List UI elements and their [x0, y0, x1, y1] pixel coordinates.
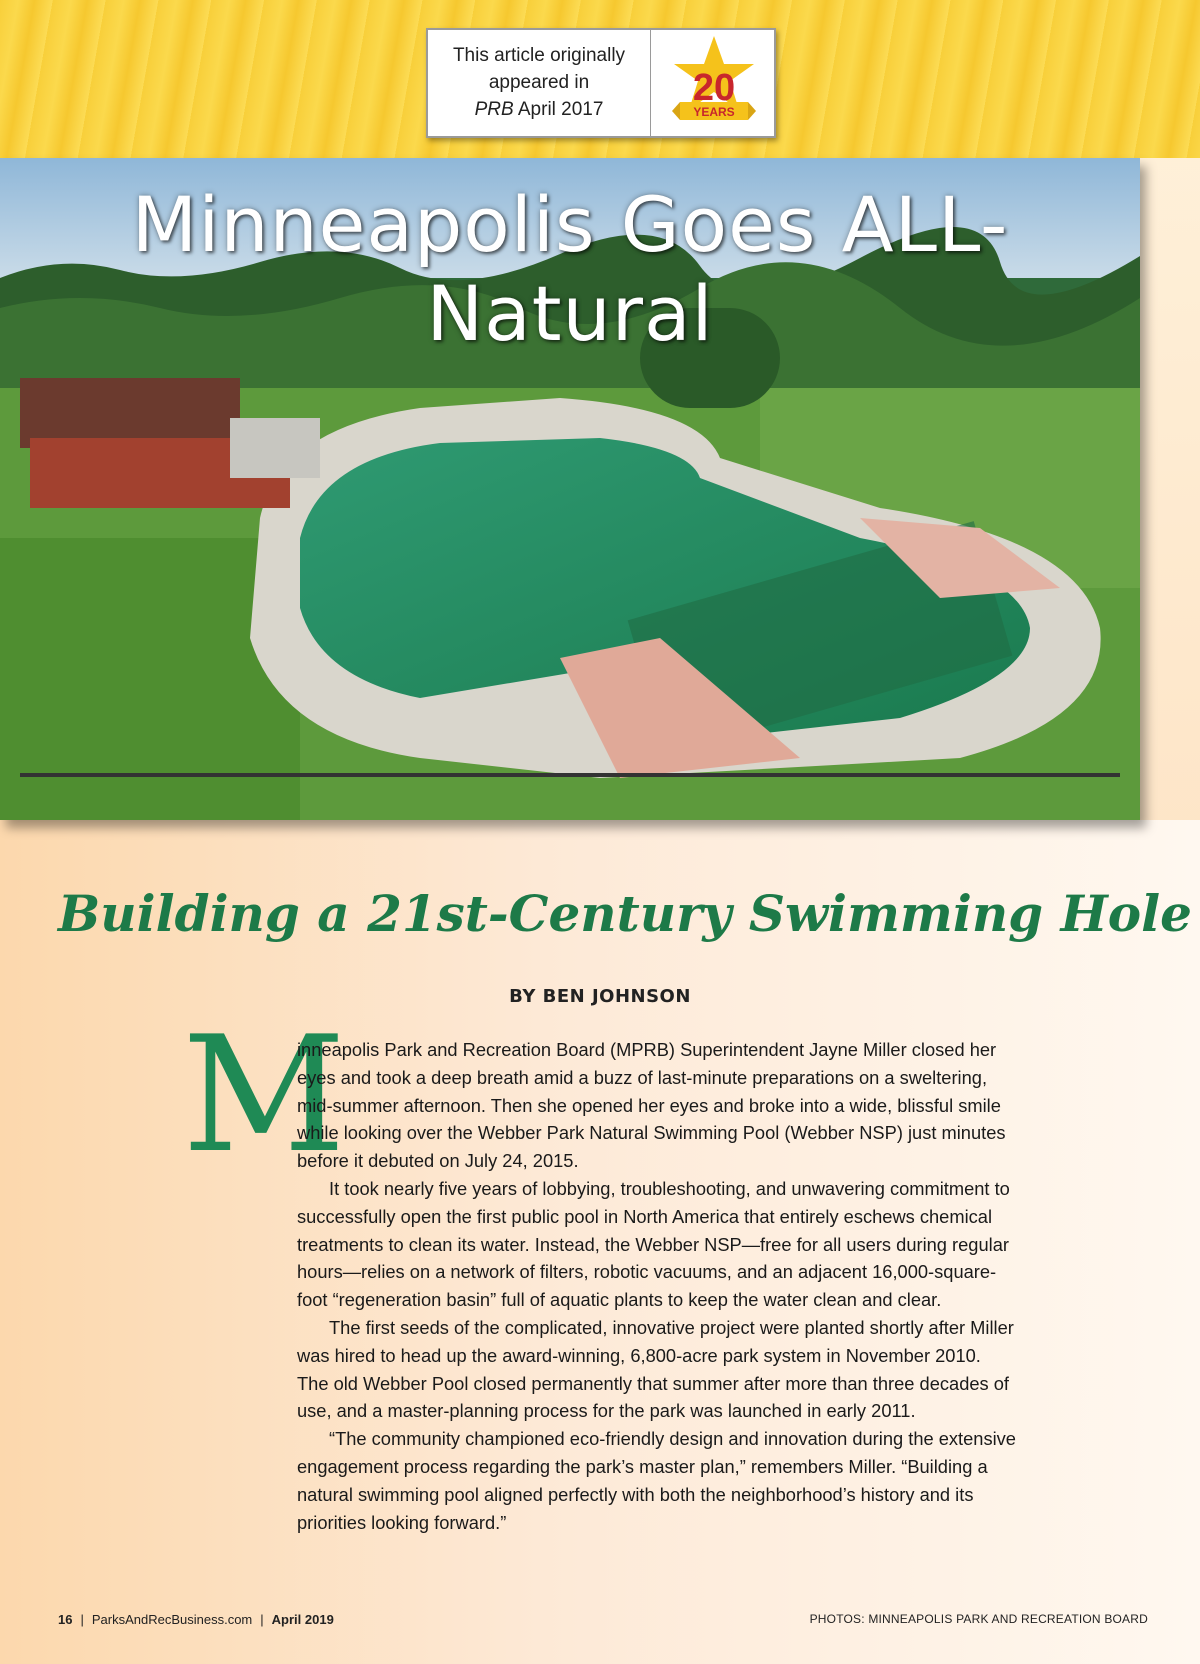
fence-line: [20, 773, 1120, 777]
hero-title: Minneapolis Goes ALL-Natural: [131, 180, 1009, 358]
paragraph-1: inneapolis Park and Recreation Board (MPRB) Superintendent Jayne Miller closed her eyes and took a deep breath amid a buzz of last-minute preparations on a sweltering, mid-summer afternoon. Then she opened her eyes and broke into a wide, blissful smile while looking over the Webber Park Natural Swimming Pool (Webber NSP) just minutes before it debuted on July 24, 2015.: [297, 1039, 1006, 1172]
reprint-line2: appeared in: [488, 72, 590, 93]
logo-label: YEARS: [693, 105, 735, 119]
paragraph-4: “The community championed eco-friendly design and innovation during the extensive engagement process regarding the park’s master plan,” remembers Miller. “Building a natural swimming pool aligned perfectly with both the neighborhood’s history and its priorities looking forward.”: [297, 1428, 1016, 1533]
reprint-line3: [428, 96, 650, 123]
footer-separator: |: [260, 1612, 264, 1627]
reprint-badge: [426, 28, 776, 138]
reprint-note: [428, 42, 650, 123]
page-number: 16: [58, 1612, 73, 1627]
article-byline: BY BEN JOHNSON: [509, 986, 691, 1007]
hero-photo: [0, 158, 1140, 820]
footer-site: ParksAndRecBusiness.com: [91, 1612, 253, 1627]
drop-cap: M: [182, 1001, 346, 1188]
ribbon-tail-left: [672, 102, 680, 120]
building-roof: [20, 378, 240, 448]
footer-separator: |: [80, 1612, 84, 1627]
paragraph-3: The first seeds of the complicated, innovative project were planted shortly after Miller was hired to head up the award-winning, 6,800-acre park system in November 2010. The old Webber Pool closed permanently that summer after more than three decades of use, and a master-planning process for the park was launched in early 2011.: [297, 1316, 1014, 1422]
photo-credit: PHOTOS: MINNEAPOLIS PARK AND RECREATION BOARD: [809, 1612, 1148, 1626]
footer-issue: April 2019: [271, 1612, 334, 1627]
top-banner: [0, 0, 1200, 158]
reprint-date: April 2017: [517, 99, 604, 120]
article-headline: Building a 21st-Century Swimming Hole: [58, 884, 1192, 943]
article-body: [297, 1036, 1017, 1536]
page-footer: [58, 1612, 334, 1627]
reprint-publication: PRB: [474, 99, 514, 120]
paragraph-2: It took nearly five years of lobbying, troubleshooting, and unwavering commitment to successfully open the first public pool in North America that entirely eschews chemical treatments to clean its water. Instead, the Webber NSP—free for all users during regular hours—relies on a network of filters, robotic vacuums, and an adjacent 16,000-square-foot “regeneration basin” full of aquatic plants to keep the water clean and clear.: [297, 1177, 1010, 1311]
logo-number: 20: [692, 67, 736, 109]
reprint-line1: This article originally: [452, 45, 626, 66]
ribbon-tail-right: [748, 102, 756, 120]
twenty-years-logo: [666, 34, 762, 130]
building-annex: [230, 418, 320, 478]
badge-divider: [650, 30, 651, 136]
